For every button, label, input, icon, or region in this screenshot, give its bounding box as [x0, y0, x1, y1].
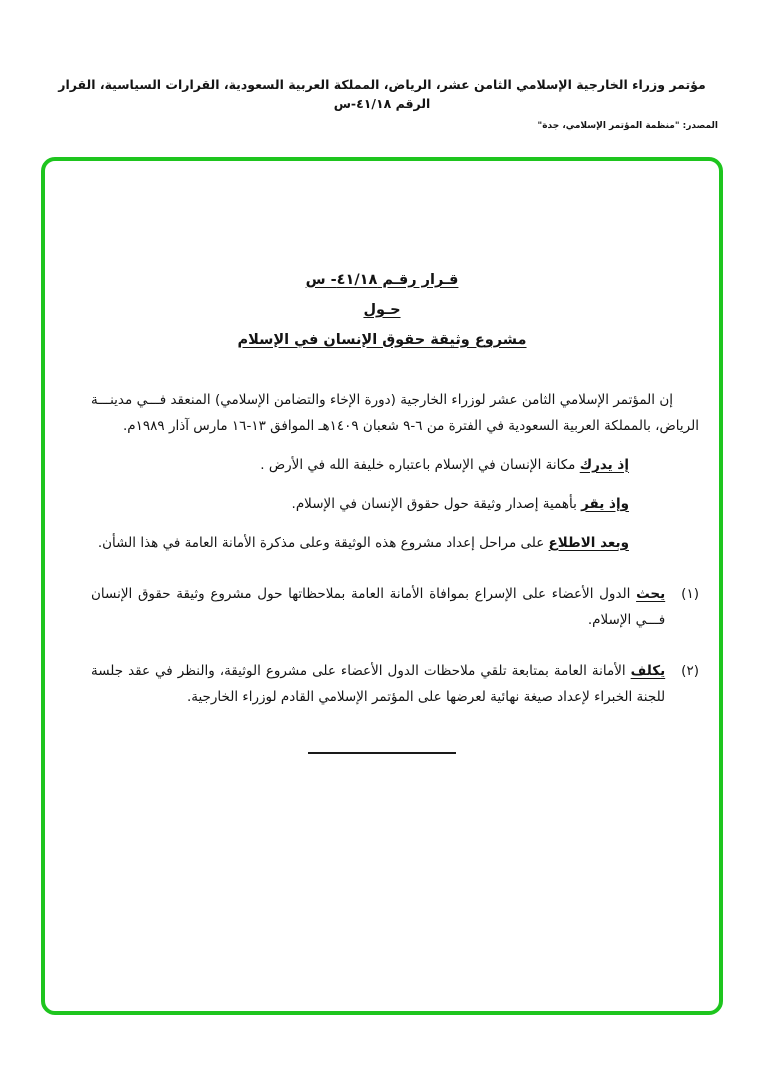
- clause-text: مكانة الإنسان في الإسلام باعتباره خليفة الله في الأرض .: [260, 456, 580, 473]
- resolution-subject-heading: مشروع وثيقة حقوق الإنسان في الإسلام: [237, 331, 527, 348]
- item-number: (٢): [681, 662, 699, 679]
- intro-paragraph: إن المؤتمر الإسلامي الثامن عشر لوزراء الخارجية (دورة الإخاء والتضامن الإسلامي) المنعقد فـــي مدينـــة الرياض، بالمملكة العربية السعودية في الفترة من ٦-٩ شعبان ١٤٠٩هـ الموافق ١٣-١٦ مارس آذار ١٩٨٩م.: [91, 391, 699, 434]
- preamble-clause: [91, 530, 699, 556]
- preamble-clause: [91, 491, 699, 517]
- clause-lead: وبعد الاطلاع: [548, 534, 629, 551]
- clause-text: بأهمية إصدار وثيقة حول حقوق الإنسان في الإسلام.: [291, 495, 582, 512]
- resolution-about-heading: حـول: [363, 301, 401, 318]
- resolution-item: [91, 581, 699, 633]
- page-header: [0, 0, 764, 131]
- item-number: (١): [681, 585, 699, 602]
- resolution-number-heading: قـرار رقـم ٤١/١٨- س: [305, 271, 459, 288]
- clause-text: على مراحل إعداد مشروع هذه الوثيقة وعلى مذكرة الأمانة العامة في هذا الشأن.: [97, 534, 549, 551]
- resolution-frame: [41, 157, 723, 1015]
- clause-lead: إذ يدرك: [579, 456, 629, 473]
- resolution-headings: [45, 265, 719, 355]
- closing-divider: [308, 752, 456, 754]
- header-source: المصدر: "منظمة المؤتمر الإسلامي، جدة": [537, 120, 718, 131]
- preamble-clause: [91, 452, 699, 478]
- item-lead: يحث: [636, 585, 666, 602]
- clause-lead: وإذ يقر: [581, 495, 629, 512]
- item-body-text: الأمانة العامة بمتابعة تلقي ملاحظات الدول الأعضاء على مشروع الوثيقة، والنظر في عقد جلسة للجنة الخبراء لإعداد صيغة نهائية لعرضها على المؤتمر الإسلامي القادم لوزراء الخارجية.: [91, 662, 666, 705]
- resolution-item: [91, 658, 699, 710]
- header-title: مؤتمر وزراء الخارجية الإسلامي الثامن عشر، الرياض، المملكة العربية السعودية، القرارات السياسية، القرار الرقم ٤١/١٨-س: [58, 77, 706, 111]
- resolution-body: [45, 387, 719, 710]
- item-body-text: الدول الأعضاء على الإسراع بموافاة الأمانة العامة بملاحظاتها حول مشروع وثيقة حقوق الإنسان فـــي الإسلام.: [91, 585, 666, 628]
- item-text: [91, 658, 665, 710]
- item-lead: يكلف: [630, 662, 666, 679]
- item-text: [91, 581, 665, 633]
